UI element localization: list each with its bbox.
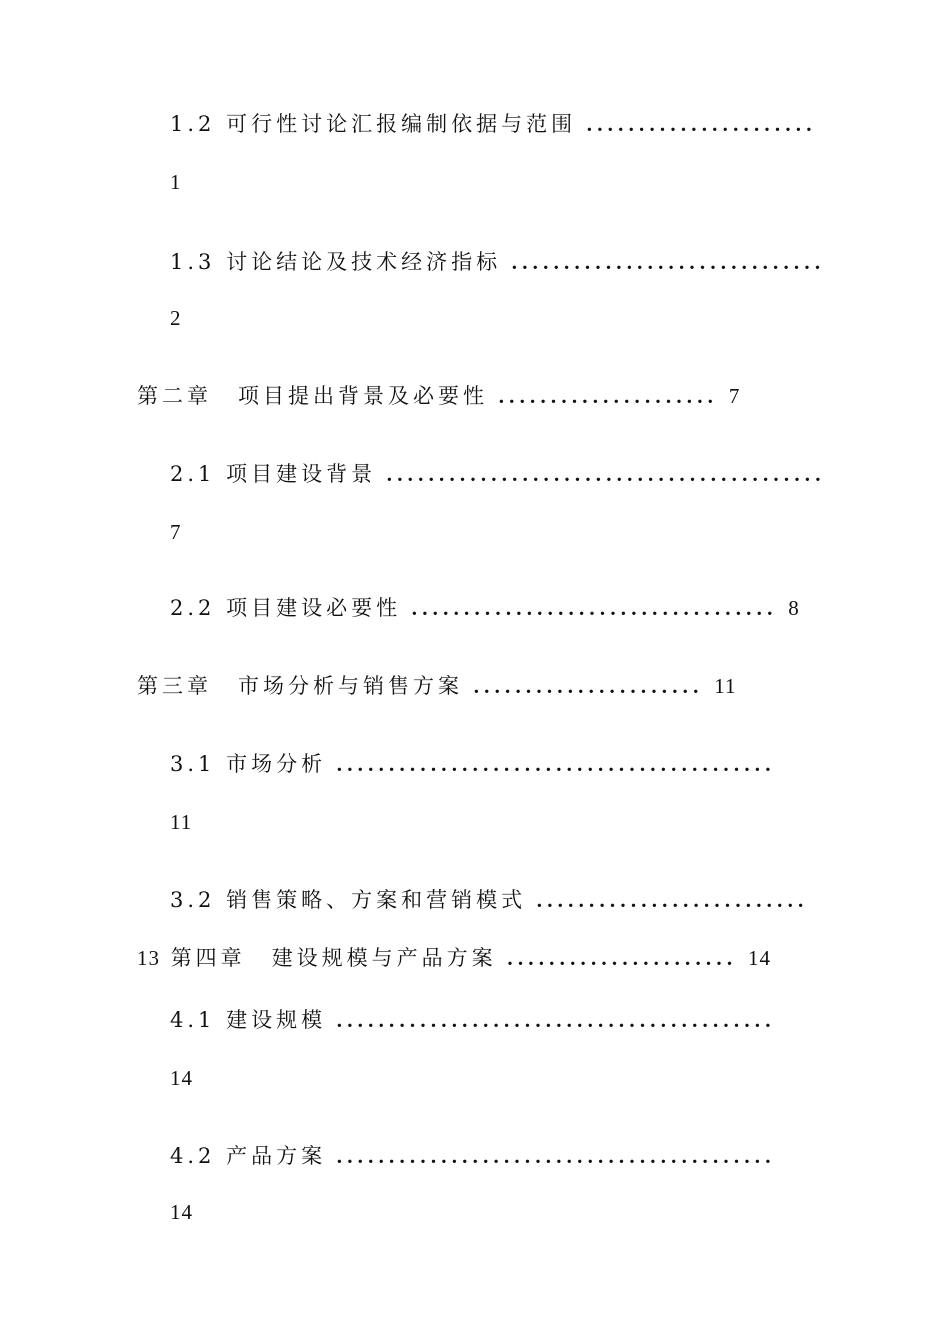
toc-chapter-2[interactable]	[137, 382, 740, 410]
toc-entry-3-2[interactable]	[170, 886, 808, 914]
toc-entry-label: 1.3 讨论结论及技术经济指标	[170, 250, 502, 274]
toc-chapter-3[interactable]	[137, 672, 737, 700]
toc-entry-2-1[interactable]	[170, 460, 826, 488]
toc-page-number: 13	[137, 946, 160, 970]
toc-leader-dots: ..........................................	[336, 1008, 776, 1032]
toc-page-number: 2	[170, 306, 182, 330]
toc-entry-label: 4.1 建设规模	[170, 1008, 327, 1032]
toc-page-number: 14	[170, 1200, 193, 1224]
toc-leader-dots: ......................	[473, 674, 704, 698]
toc-leader-dots: ..............................	[511, 250, 826, 274]
toc-entry-1-3[interactable]	[170, 248, 825, 276]
toc-leader-dots: ......................	[586, 112, 817, 136]
toc-page-number: 8	[788, 596, 800, 620]
toc-page-number: 11	[714, 674, 737, 698]
toc-entry-label: 3.2 销售策略、方案和营销模式	[170, 888, 527, 912]
toc-leader-dots: ...................................	[411, 596, 778, 620]
chapter-title: 项目提出背景及必要性	[238, 384, 488, 408]
chapter-number: 第三章	[137, 674, 212, 698]
toc-leader-dots: ..........................................	[336, 1144, 776, 1168]
toc-page-number: 7	[170, 520, 182, 544]
toc-entry-label: 4.2 产品方案	[170, 1144, 327, 1168]
toc-leader-dots: ..........................................	[336, 752, 776, 776]
toc-leader-dots: ..........................	[536, 888, 809, 912]
toc-entry-label: 2.2 项目建设必要性	[170, 596, 402, 620]
toc-entry-label: 3.1 市场分析	[170, 752, 327, 776]
toc-page-number: 11	[170, 810, 193, 834]
chapter-title: 建设规模与产品方案	[271, 946, 497, 970]
chapter-number: 第四章	[170, 946, 246, 970]
chapter-title: 市场分析与销售方案	[238, 674, 463, 698]
toc-leader-dots: ..........................................	[386, 462, 826, 486]
toc-leader-dots: .....................	[498, 384, 719, 408]
toc-leader-dots: ......................	[507, 946, 738, 970]
toc-page-number: 7	[728, 384, 741, 408]
chapter-number: 第二章	[137, 384, 212, 408]
toc-entry-3-1[interactable]	[170, 750, 776, 778]
toc-entry-4-1[interactable]	[170, 1006, 776, 1034]
toc-entry-1-2[interactable]	[170, 110, 817, 138]
toc-chapter-4[interactable]	[137, 944, 771, 972]
toc-page-number: 1	[170, 170, 182, 194]
toc-entry-2-2[interactable]	[170, 594, 800, 622]
toc-entry-4-2[interactable]	[170, 1142, 776, 1170]
toc-page-number: 14	[170, 1066, 193, 1090]
toc-page-number: 14	[747, 946, 771, 970]
toc-entry-label: 2.1 项目建设背景	[170, 462, 377, 486]
toc-entry-label: 1.2 可行性讨论汇报编制依据与范围	[170, 112, 577, 136]
